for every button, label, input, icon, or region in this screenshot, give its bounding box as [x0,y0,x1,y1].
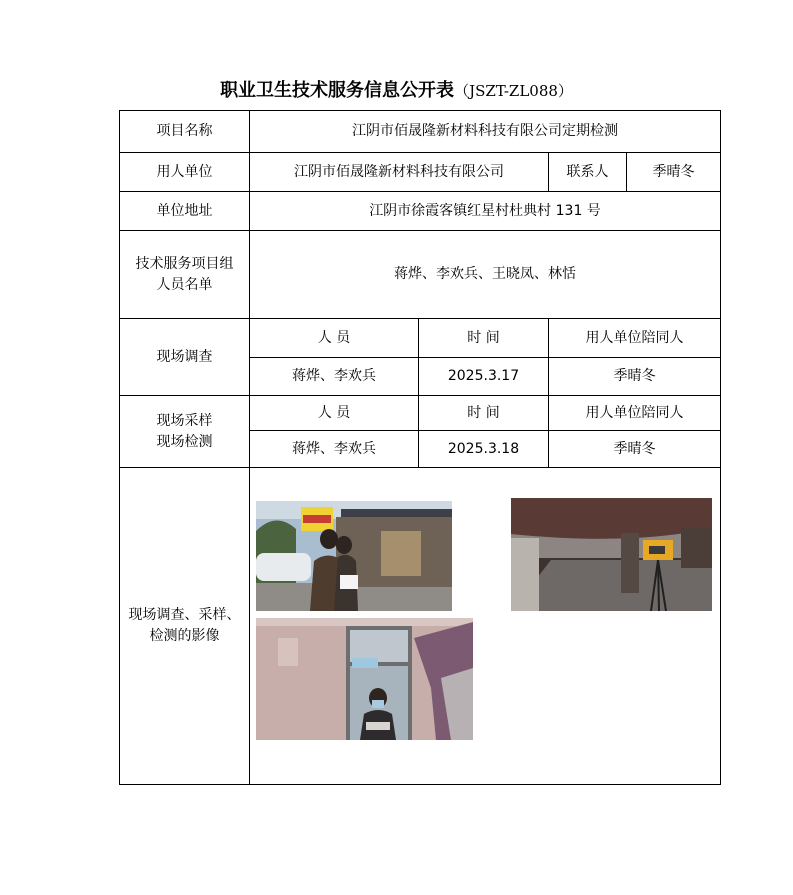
team-label: 技术服务项目组人员名单 [120,231,250,319]
employer-label: 用人单位 [120,153,250,192]
survey-label: 现场调查 [120,319,250,396]
survey-col-personnel: 人 员 [250,319,419,358]
document-code: （JSZT-ZL088） [454,82,573,100]
site-survey-photo [256,501,452,611]
sampling-time: 2025.3.18 [419,431,549,468]
row-survey-header [120,319,721,358]
document-title-text: 职业卫生技术服务信息公开表 [220,80,455,101]
address-label: 单位地址 [120,192,250,231]
contact-label: 联系人 [549,153,627,192]
row-employer [120,153,721,192]
site-detection-photo [256,618,473,740]
sampling-personnel: 蒋烨、李欢兵 [250,431,419,468]
row-images [120,468,721,785]
team-value: 蒋烨、李欢兵、王晓凤、林恬 [250,231,721,319]
row-team [120,231,721,319]
sampling-col-time: 时 间 [419,396,549,431]
images-cell [250,468,721,785]
row-address [120,192,721,231]
sampling-col-personnel: 人 员 [250,396,419,431]
address-value: 江阴市徐霞客镇红星村杜典村 131 号 [250,192,721,231]
project-name-label: 项目名称 [120,111,250,153]
info-table [119,110,721,785]
images-label: 现场调查、采样、检测的影像 [120,468,250,785]
contact-value: 季晴冬 [627,153,721,192]
site-sampling-photo [511,498,712,611]
document-title [0,76,793,102]
survey-col-time: 时 间 [419,319,549,358]
survey-personnel: 蒋烨、李欢兵 [250,358,419,396]
sampling-escort: 季晴冬 [549,431,721,468]
survey-escort: 季晴冬 [549,358,721,396]
employer-value: 江阴市佰晟隆新材料科技有限公司 [250,153,549,192]
sampling-col-escort: 用人单位陪同人 [549,396,721,431]
survey-time: 2025.3.17 [419,358,549,396]
row-project-name [120,111,721,153]
project-name-value: 江阴市佰晟隆新材料科技有限公司定期检测 [250,111,721,153]
row-sampling-header [120,396,721,431]
sampling-label: 现场采样现场检测 [120,396,250,468]
survey-col-escort: 用人单位陪同人 [549,319,721,358]
